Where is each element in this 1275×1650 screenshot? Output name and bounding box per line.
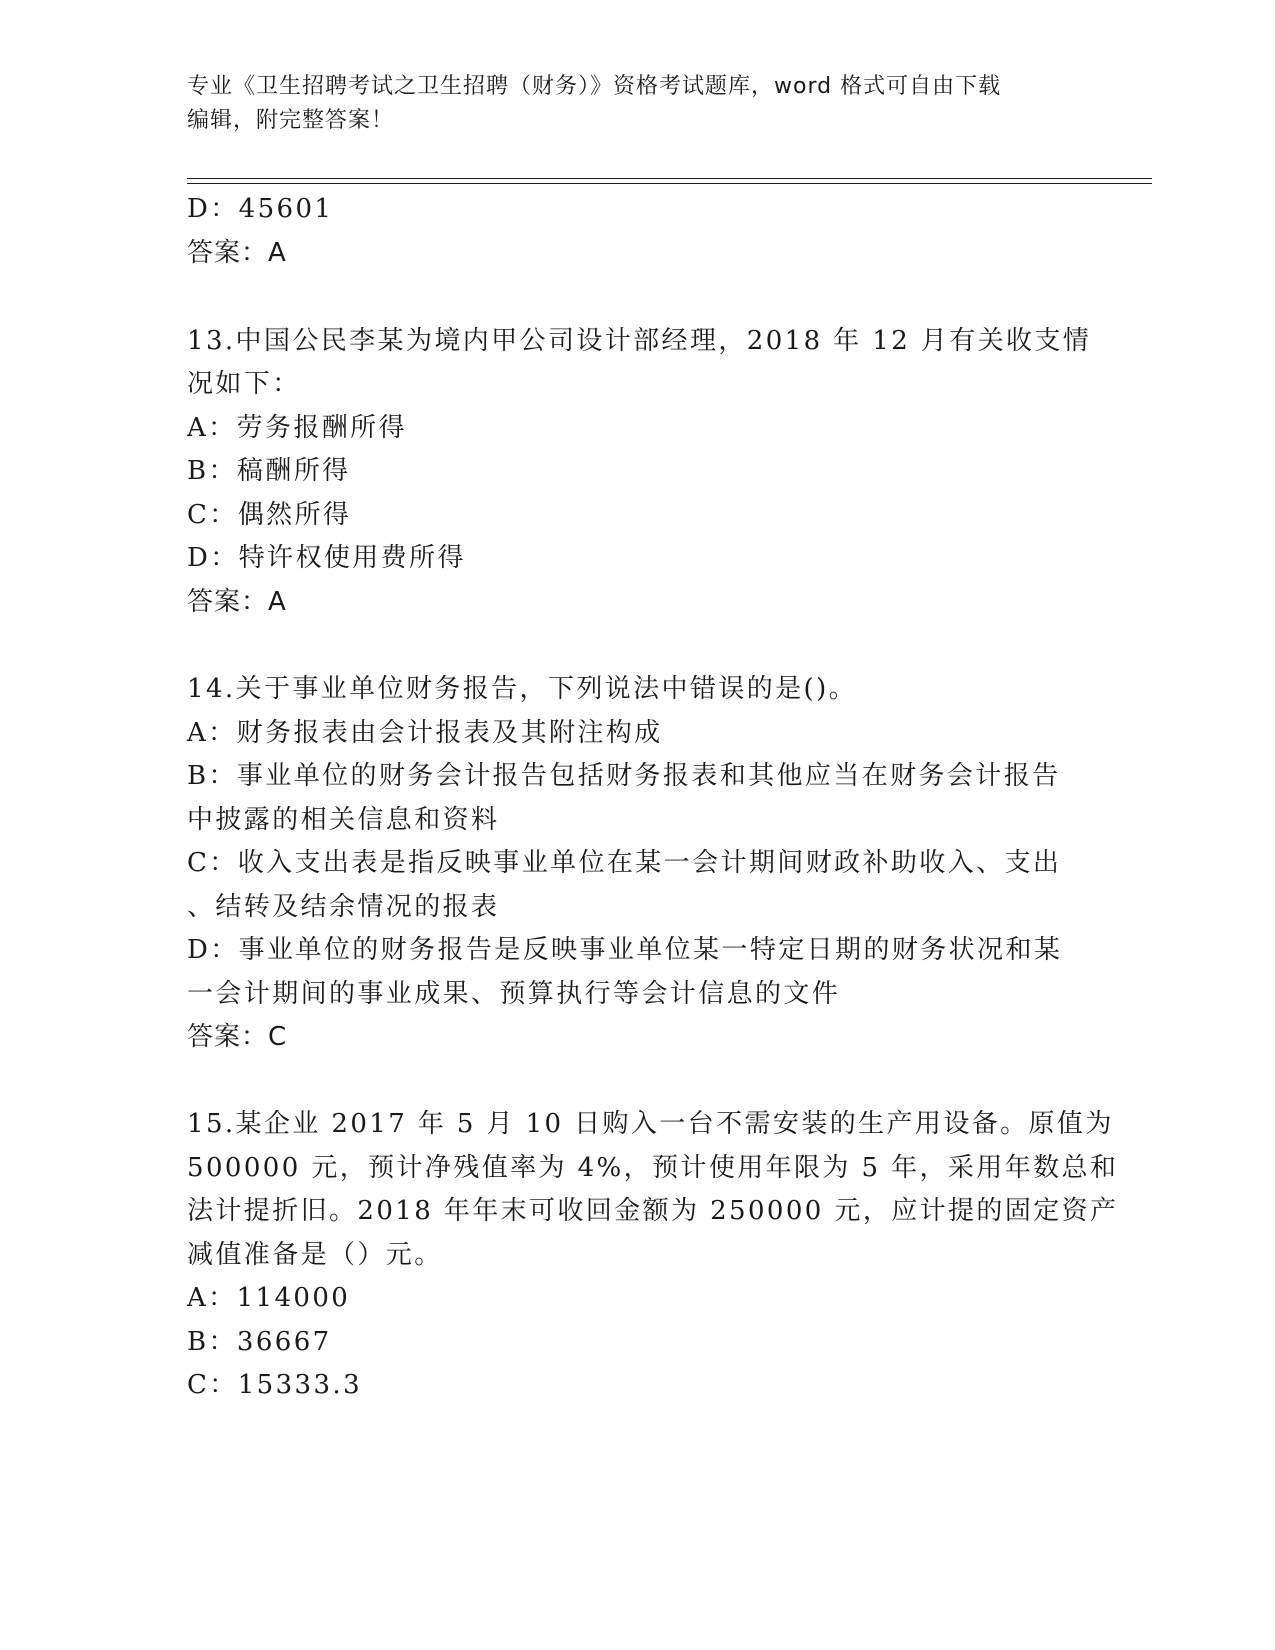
- q13-option-a: A：劳务报酬所得: [187, 413, 407, 443]
- q14-stem-line-1: 14.关于事业单位财务报告，下列说法中错误的是()。: [187, 674, 858, 704]
- q15-option-a: A：114000: [187, 1283, 351, 1313]
- q13-stem-line-1: 13.中国公民李某为境内甲公司设计部经理，2018 年 12 月有关收支情: [187, 326, 1092, 356]
- q15-stem-line-3: 法计提折旧。2018 年年末可收回金额为 250000 元，应计提的固定资产: [187, 1196, 1119, 1226]
- q13-stem-line-2: 况如下：: [187, 369, 301, 399]
- q15-stem-line-1: 15.某企业 2017 年 5 月 10 日购入一台不需安装的生产用设备。原值为: [187, 1109, 1114, 1139]
- q14-option-d-line-2: 一会计期间的事业成果、预算执行等会计信息的文件: [187, 979, 841, 1009]
- q15-option-c: C：15333.3: [187, 1370, 363, 1400]
- q14-option-c-line-2: 、结转及结余情况的报表: [187, 892, 500, 922]
- document-header: [187, 70, 1067, 138]
- header-rule-bottom: [187, 183, 1152, 184]
- q15-stem-line-2: 500000 元，预计净残值率为 4%，预计使用年限为 5 年，采用年数总和: [187, 1153, 1119, 1183]
- header-rule-top: [187, 178, 1152, 179]
- q14-option-c-line-1: C：收入支出表是指反映事业单位在某一会计期间财政补助收入、支出: [187, 848, 1062, 878]
- q13-answer: 答案：A: [187, 587, 287, 617]
- header-line-1: 专业《卫生招聘考试之卫生招聘（财务）》资格考试题库，word 格式可自由下载: [187, 74, 1002, 99]
- q14-answer: 答案：C: [187, 1022, 288, 1052]
- prev-answer: 答案：A: [187, 238, 287, 268]
- q13-option-b: B：稿酬所得: [187, 456, 351, 486]
- q14-option-d-line-1: D：事业单位的财务报告是反映事业单位某一特定日期的财务状况和某: [187, 935, 1063, 965]
- q14-option-b-line-1: B：事业单位的财务会计报告包括财务报表和其他应当在财务会计报告: [187, 761, 1061, 791]
- q14-option-a: A：财务报表由会计报表及其附注构成: [187, 718, 663, 748]
- q15-stem-line-4: 减值准备是（）元。: [187, 1240, 443, 1270]
- header-line-2: 编辑，附完整答案！: [187, 108, 395, 133]
- q13-option-d: D：特许权使用费所得: [187, 543, 466, 573]
- prev-option-d: D：45601: [187, 194, 334, 224]
- q15-option-b: B：36667: [187, 1327, 332, 1357]
- q14-option-b-line-2: 中披露的相关信息和资料: [187, 805, 500, 835]
- q13-option-c: C：偶然所得: [187, 500, 352, 530]
